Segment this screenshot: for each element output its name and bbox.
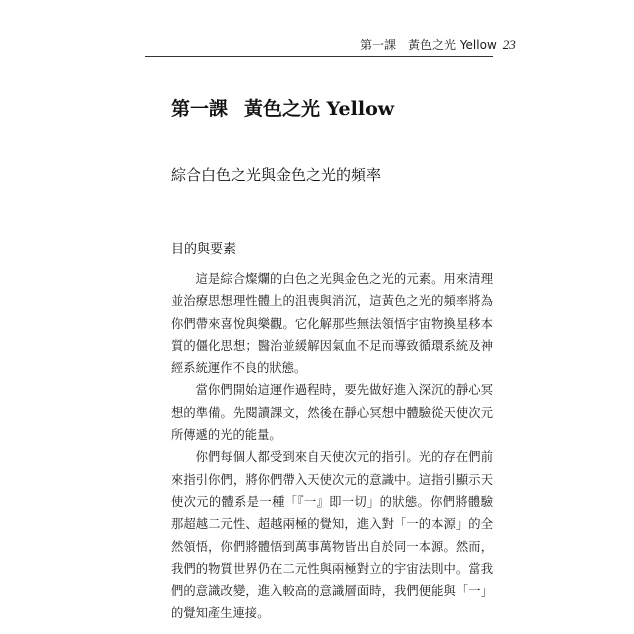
running-title: 第一課 黃色之光 Yellow	[360, 38, 497, 52]
chapter-label: 第一課	[171, 98, 229, 120]
paragraph: 這是綜合燦爛的白色之光與金色之光的元素。用來清理並治療思想理性體上的沮喪與消沉，這黃色之光的頻率將為你們帶來喜悅與樂觀。它化解那些無法領悟宇宙物換星移本質的僵化思想；醫治並緩解因氣血不足而導致循環系統及神經系統運作不良的狀態。	[171, 272, 493, 376]
chapter-subtitle: 綜合白色之光與金色之光的頻率	[171, 166, 382, 184]
chapter-name: 黃色之光 Yellow	[244, 98, 395, 120]
header-rule	[145, 56, 493, 57]
page-number: 23	[502, 37, 516, 52]
running-header	[360, 36, 516, 54]
paragraph: 你們每個人都受到來自天使次元的指引。光的存在們前來指引你們，將你們帶入天使次元的意識中。這指引顯示天使次元的體系是一種「『一』即一切」的狀態。你們將體驗那超越二元性、超越兩極的覺知，進入對「一的本源」的全然領悟，你們將體悟到萬事萬物皆出自於同一本源。然而，我們的物質世界仍在二元性與兩極對立的宇宙法則中。當我們的意識改變，進入較高的意識層面時，我們便能與「一」的覺知產生連接。	[171, 450, 493, 621]
chapter-title	[171, 96, 394, 122]
paragraph: 當你們開始這運作過程時，要先做好進入深沉的靜心冥想的準備。先閱讀課文，然後在靜心冥想中體驗從天使次元所傳遞的光的能量。	[171, 383, 493, 443]
body-text	[171, 268, 493, 625]
section-heading: 目的與要素	[171, 242, 237, 257]
